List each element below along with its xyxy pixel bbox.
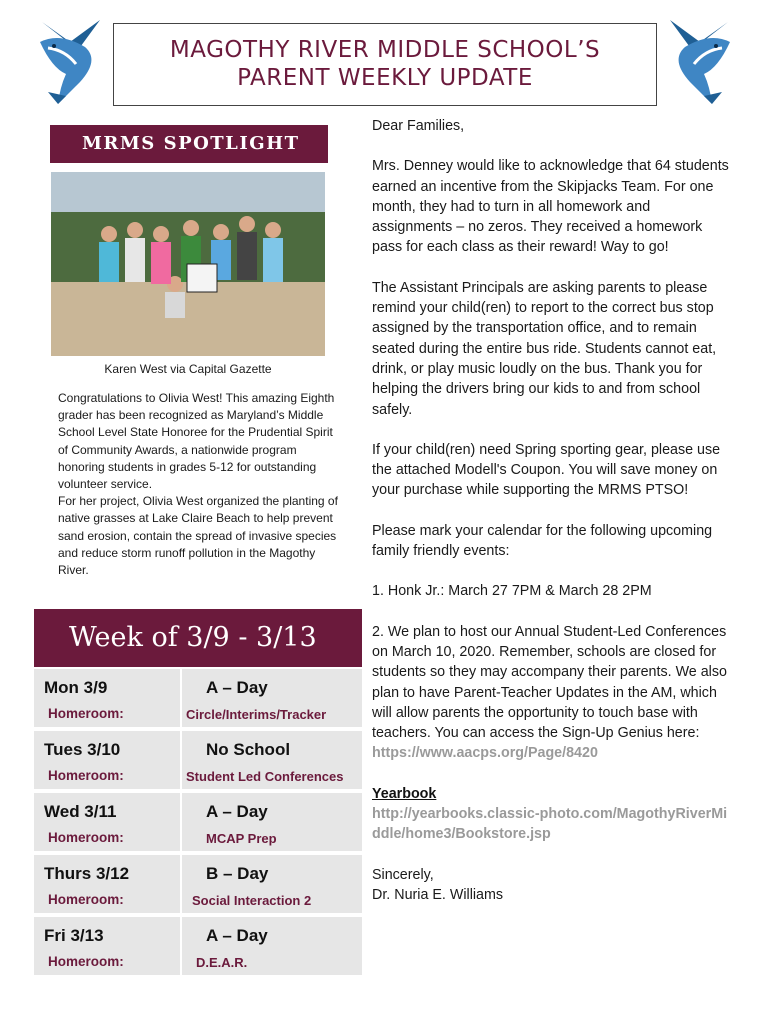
schedule-day: Wed 3/11 [44, 802, 117, 821]
day-type: A – Day [206, 926, 268, 945]
photo-credit: Karen West via Capital Gazette [104, 362, 272, 376]
day-type: A – Day [206, 678, 268, 697]
letter-paragraph-1: Mrs. Denney would like to acknowledge that 64 students earned an incentive from the Skipjacks Team. For one month, they had to turn in all homework and assignments – no zeros. They received a homework pass for each class as their reward! Way to go! [372, 158, 729, 256]
homeroom-label: Homeroom: [48, 892, 124, 907]
homeroom-label: Homeroom: [48, 830, 124, 845]
yearbook-section [372, 784, 732, 845]
homeroom-activity: Circle/Interims/Tracker [186, 707, 327, 722]
day-type: No School [206, 740, 291, 759]
schedule-row-fri [34, 915, 362, 975]
homeroom-activity: MCAP Prep [206, 831, 277, 846]
homeroom-label: Homeroom: [48, 768, 124, 783]
week-banner: Week of 3/9 - 3/13 [34, 609, 362, 667]
schedule-row-tues [34, 729, 362, 789]
homeroom-activity: Student Led Conferences [186, 769, 344, 784]
schedule-row-mon [34, 667, 362, 727]
homeroom-label: Homeroom: [48, 954, 124, 969]
spotlight-paragraph-2: For her project, Olivia West organized the planting of native grasses at Lake Claire Beach to help prevent sand erosion, contain the spread of invasive species and reduce storm runoff pollution in the Magothy River. [58, 494, 338, 578]
event-2 [372, 622, 732, 764]
spotlight-article [58, 390, 338, 579]
closing-text: Sincerely, [372, 866, 434, 883]
yearbook-heading: Yearbook [372, 785, 437, 802]
letter-paragraph-2: The Assistant Principals are asking parents to please remind your child(ren) to report to the correct bus stop assigned by the transportation office, and to remain seated during the entire bus ride. Students cannot eat, drink, or play music loudly on the bus. Thank you for helping the drivers bring our kids to and from school safely. [372, 279, 717, 418]
newsletter-title [113, 23, 657, 106]
schedule-row-wed [34, 791, 362, 851]
principal-letter [372, 116, 732, 905]
day-type: B – Day [206, 864, 269, 883]
event-2-text: 2. We plan to host our Annual Student-Led Conferences on March 10, 2020. Remember, schools are closed for students so they may accompany their parents. We also plan to have Parent-Teacher Updates in the AM, which will allow parents the opportunity to touch base with teachers. You can access the Sign-Up Genius here: [372, 623, 727, 742]
left-marlin-icon [30, 12, 114, 107]
signature: Dr. Nuria E. Williams [372, 886, 504, 903]
yearbook-link[interactable]: http://yearbooks.classic-photo.com/MagothyRiverMiddle/home3/Bookstore.jsp [372, 806, 728, 843]
spotlight-banner: MRMS SPOTLIGHT [50, 125, 328, 163]
letter-paragraph-4: Please mark your calendar for the following upcoming family friendly events: [372, 522, 713, 560]
schedule-day: Tues 3/10 [44, 740, 121, 759]
schedule-day: Fri 3/13 [44, 926, 104, 945]
letter-paragraph-3: If your child(ren) need Spring sporting gear, please use the attached Modell's Coupon. You will save money on your purchase while supporting the MRMS PTSO! [372, 441, 721, 499]
title-line-1: MAGOTHY RIVER MIDDLE SCHOOL’S [169, 37, 601, 63]
letter-greeting: Dear Families, [372, 118, 465, 134]
schedule-day: Thurs 3/12 [44, 864, 130, 883]
schedule-row-thurs [34, 853, 362, 913]
right-marlin-icon [656, 12, 740, 107]
sign-up-genius-link[interactable]: https://www.aacps.org/Page/8420 [372, 745, 598, 762]
day-type: A – Day [206, 802, 268, 821]
homeroom-activity: D.E.A.R. [196, 955, 248, 970]
spotlight-photo [51, 172, 325, 356]
homeroom-label: Homeroom: [48, 706, 124, 721]
schedule-day: Mon 3/9 [44, 678, 108, 697]
homeroom-activity: Social Interaction 2 [192, 893, 312, 908]
title-line-2: PARENT WEEKLY UPDATE [237, 65, 533, 91]
event-1: 1. Honk Jr.: March 27 7PM & March 28 2PM [372, 583, 652, 600]
spotlight-paragraph-1: Congratulations to Olivia West! This amazing Eighth grader has been recognized as Maryland’s Middle School Level State Honoree for the Prudential Spirit of Community Awards, a nationwide program honoring students in grades 5-12 for outstanding volunteer service. [58, 391, 335, 492]
letter-closing [372, 865, 732, 906]
